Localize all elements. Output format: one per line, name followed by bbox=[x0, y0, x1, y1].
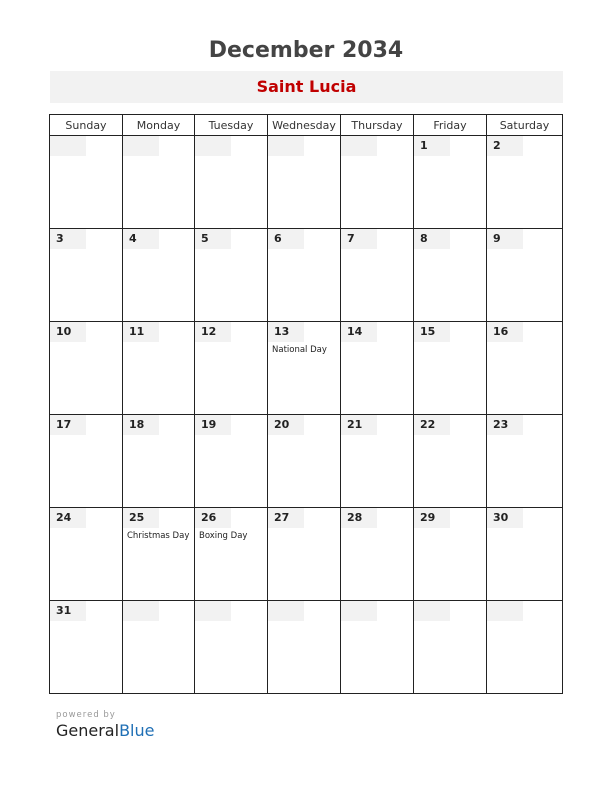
day-cell bbox=[123, 508, 195, 601]
day-number: 29 bbox=[414, 508, 450, 528]
day-cell bbox=[268, 508, 341, 601]
day-cell bbox=[341, 322, 414, 415]
powered-by-text: powered by bbox=[56, 710, 116, 720]
day-cell bbox=[487, 322, 563, 415]
day-number: 9 bbox=[487, 229, 523, 249]
weekday-header: Saturday bbox=[487, 115, 563, 136]
day-number: 16 bbox=[487, 322, 523, 342]
brand-logo-blue: Blue bbox=[119, 721, 155, 740]
holiday-label: National Day bbox=[272, 345, 327, 355]
day-cell bbox=[123, 229, 195, 322]
day-number: 6 bbox=[268, 229, 304, 249]
day-cell bbox=[414, 415, 487, 508]
day-cell bbox=[341, 508, 414, 601]
day-cell bbox=[195, 322, 268, 415]
day-number: 3 bbox=[50, 229, 86, 249]
weekday-header: Tuesday bbox=[195, 115, 268, 136]
day-cell bbox=[414, 508, 487, 601]
day-cell bbox=[123, 415, 195, 508]
day-cell bbox=[123, 322, 195, 415]
day-number bbox=[195, 601, 231, 621]
day-number: 4 bbox=[123, 229, 159, 249]
day-number bbox=[268, 601, 304, 621]
day-number bbox=[195, 136, 231, 156]
weekday-header: Sunday bbox=[50, 115, 123, 136]
brand-logo bbox=[56, 721, 154, 740]
country-name: Saint Lucia bbox=[256, 77, 357, 96]
day-cell bbox=[414, 322, 487, 415]
day-number: 20 bbox=[268, 415, 304, 435]
day-number: 10 bbox=[50, 322, 86, 342]
day-cell bbox=[50, 415, 123, 508]
day-number: 15 bbox=[414, 322, 450, 342]
day-number bbox=[123, 601, 159, 621]
day-cell bbox=[268, 415, 341, 508]
day-cell bbox=[414, 601, 487, 694]
day-cell bbox=[487, 508, 563, 601]
day-cell bbox=[487, 229, 563, 322]
day-cell bbox=[195, 508, 268, 601]
day-cell bbox=[268, 601, 341, 694]
holiday-label: Christmas Day bbox=[127, 531, 190, 541]
day-number: 7 bbox=[341, 229, 377, 249]
day-cell bbox=[341, 415, 414, 508]
day-cell bbox=[123, 601, 195, 694]
day-cell bbox=[123, 136, 195, 229]
day-cell bbox=[268, 229, 341, 322]
day-cell bbox=[195, 601, 268, 694]
weekday-header: Monday bbox=[123, 115, 195, 136]
day-cell bbox=[195, 415, 268, 508]
holiday-label: Boxing Day bbox=[199, 531, 248, 541]
day-number: 25 bbox=[123, 508, 159, 528]
day-cell bbox=[414, 229, 487, 322]
day-cell bbox=[341, 136, 414, 229]
day-number bbox=[341, 136, 377, 156]
week-row bbox=[50, 601, 563, 694]
day-cell bbox=[414, 136, 487, 229]
weekday-header-row bbox=[50, 115, 563, 136]
day-number: 28 bbox=[341, 508, 377, 528]
weekday-header: Thursday bbox=[341, 115, 414, 136]
day-number: 31 bbox=[50, 601, 86, 621]
day-cell bbox=[268, 322, 341, 415]
day-number bbox=[123, 136, 159, 156]
calendar-grid bbox=[49, 114, 563, 694]
day-number: 21 bbox=[341, 415, 377, 435]
week-row bbox=[50, 229, 563, 322]
week-row bbox=[50, 508, 563, 601]
day-number: 14 bbox=[341, 322, 377, 342]
footer bbox=[56, 710, 154, 740]
day-cell bbox=[487, 601, 563, 694]
week-row bbox=[50, 136, 563, 229]
day-number: 26 bbox=[195, 508, 231, 528]
day-number: 24 bbox=[50, 508, 86, 528]
day-number bbox=[268, 136, 304, 156]
day-cell bbox=[50, 508, 123, 601]
day-number: 17 bbox=[50, 415, 86, 435]
day-cell bbox=[268, 136, 341, 229]
calendar-title: December 2034 bbox=[208, 38, 404, 63]
day-number: 1 bbox=[414, 136, 450, 156]
weekday-header: Wednesday bbox=[268, 115, 341, 136]
day-cell bbox=[195, 136, 268, 229]
day-number: 18 bbox=[123, 415, 159, 435]
day-number: 27 bbox=[268, 508, 304, 528]
day-number bbox=[414, 601, 450, 621]
day-number bbox=[341, 601, 377, 621]
day-number: 13 bbox=[268, 322, 304, 342]
week-row bbox=[50, 322, 563, 415]
weekday-header: Friday bbox=[414, 115, 487, 136]
day-number bbox=[50, 136, 86, 156]
day-number: 19 bbox=[195, 415, 231, 435]
day-cell bbox=[341, 229, 414, 322]
day-number: 8 bbox=[414, 229, 450, 249]
day-cell bbox=[50, 322, 123, 415]
day-cell bbox=[50, 601, 123, 694]
day-cell bbox=[50, 229, 123, 322]
day-cell bbox=[487, 415, 563, 508]
day-cell bbox=[50, 136, 123, 229]
day-number bbox=[487, 601, 523, 621]
day-number: 22 bbox=[414, 415, 450, 435]
day-cell bbox=[341, 601, 414, 694]
country-banner bbox=[50, 71, 563, 103]
day-number: 30 bbox=[487, 508, 523, 528]
day-number: 12 bbox=[195, 322, 231, 342]
day-number: 23 bbox=[487, 415, 523, 435]
day-number: 11 bbox=[123, 322, 159, 342]
brand-logo-general: General bbox=[56, 721, 120, 740]
day-cell bbox=[487, 136, 563, 229]
week-row bbox=[50, 415, 563, 508]
day-number: 2 bbox=[487, 136, 523, 156]
day-number: 5 bbox=[195, 229, 231, 249]
day-cell bbox=[195, 229, 268, 322]
